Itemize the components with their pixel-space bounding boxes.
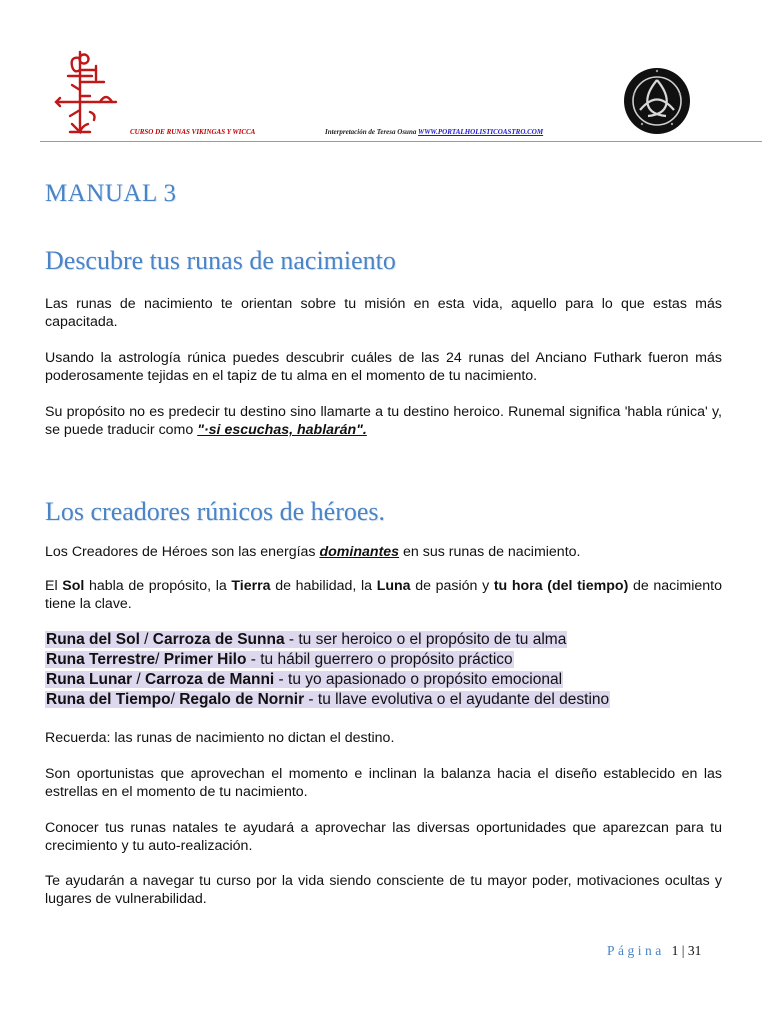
rune-description: - tu hábil guerrero o propósito práctico xyxy=(246,651,513,668)
rune-alias: Primer Hilo xyxy=(163,651,247,668)
text-segment: de nacimiento tiene la clave. xyxy=(45,578,722,612)
hero-makers-text: Los Creadores de Héroes son las energías xyxy=(45,544,320,560)
rune-alias: Regalo de Nornir xyxy=(179,691,305,708)
paragraph-navigate: Te ayudarán a navegar tu curso por la vida siendo consciente de tu mayor poder, motivaciones ocultas y lugares de vulnerabilidad. xyxy=(45,873,722,907)
runemal-quote: "·si escuchas, hablarán". xyxy=(197,422,367,438)
bindrune-logo-icon xyxy=(52,46,122,136)
rune-list xyxy=(45,630,745,710)
paragraph-natal-runes: Conocer tus runas natales te ayudará a aprovechar las diversas oportunidades que aparezcan para tu crecimiento y tu auto-realización. xyxy=(45,820,722,854)
paragraph-sun-earth-moon xyxy=(45,577,722,613)
paragraph-runic-astrology: Usando la astrología rúnica puedes descubrir cuáles de las 24 runas del Anciano Futhark fueron más poderosamente tejidas en el tapiz de tu alma en el momento de tu nacimiento. xyxy=(45,350,722,384)
triquetra-logo-icon xyxy=(622,66,692,136)
rune-alias: Carroza de Sunna xyxy=(152,631,285,648)
text-segment: El xyxy=(45,578,63,594)
bold-tierra: Tierra xyxy=(231,578,271,594)
bold-luna: Luna xyxy=(376,578,411,594)
header-credit xyxy=(325,128,543,136)
page-number: 1 | 31 xyxy=(671,943,702,958)
manual-title: MANUAL 3 xyxy=(45,180,177,207)
runemal-text: Su propósito no es predecir tu destino sino llamarte a tu destino heroico. Runemal significa 'habla rúnica' y, se puede traducir como xyxy=(45,404,722,438)
text-segment: de habilidad, la xyxy=(270,578,377,594)
rune-name: Runa Lunar xyxy=(46,671,133,688)
page-footer xyxy=(607,943,701,959)
paragraph-hero-makers xyxy=(45,543,722,561)
rune-separator: / xyxy=(132,671,146,688)
paragraph-remember: Recuerda: las runas de nacimiento no dictan el destino. xyxy=(45,730,395,746)
rune-name: Runa del Tiempo xyxy=(46,691,171,708)
website-link[interactable]: WWW.PORTALHOLISTICOASTRO.COM xyxy=(417,128,544,136)
rune-item-time xyxy=(45,690,745,710)
rune-name: Runa del Sol xyxy=(46,631,140,648)
paragraph-opportunists: Son oportunistas que aprovechan el momento e inclinan la balanza hacia el diseño establecido en las estrellas en el momento de tu nacimiento. xyxy=(45,766,722,800)
rune-description: - tu yo apasionado o propósito emocional xyxy=(274,671,563,688)
section-heading-hero-makers: Los creadores rúnicos de héroes. xyxy=(45,497,386,526)
rune-alias: Carroza de Manni xyxy=(145,671,275,688)
rune-description: - tu llave evolutiva o el ayudante del destino xyxy=(304,691,610,708)
rune-item-earth xyxy=(45,650,745,670)
paragraph-birth-runes-intro: Las runas de nacimiento te orientan sobre tu misión en esta vida, aquello para lo que estas más capacitada. xyxy=(45,296,722,330)
page-label: Página xyxy=(607,943,672,958)
dominant-emphasis: dominantes xyxy=(319,544,400,560)
text-segment: de pasión y xyxy=(410,578,494,594)
bold-sol: Sol xyxy=(62,578,85,594)
rune-item-moon xyxy=(45,670,745,690)
rune-description: - tu ser heroico o el propósito de tu alma xyxy=(284,631,567,648)
rune-separator: / xyxy=(155,651,164,668)
rune-name: Runa Terrestre xyxy=(46,651,156,668)
bold-hora: tu hora (del tiempo) xyxy=(493,578,629,594)
rune-separator: / xyxy=(170,691,180,708)
interpretation-credit: Interpretación de Teresa Osuna xyxy=(325,128,418,136)
header-divider xyxy=(40,141,762,142)
text-segment: habla de propósito, la xyxy=(84,578,232,594)
paragraph-runemal xyxy=(45,403,722,439)
rune-item-sun xyxy=(45,630,745,650)
section-heading-birth-runes: Descubre tus runas de nacimiento xyxy=(45,246,396,275)
course-title: CURSO DE RUNAS VIKINGAS Y WICCA xyxy=(130,128,256,136)
rune-separator: / xyxy=(139,631,153,648)
hero-makers-text-end: en sus runas de nacimiento. xyxy=(399,544,581,560)
